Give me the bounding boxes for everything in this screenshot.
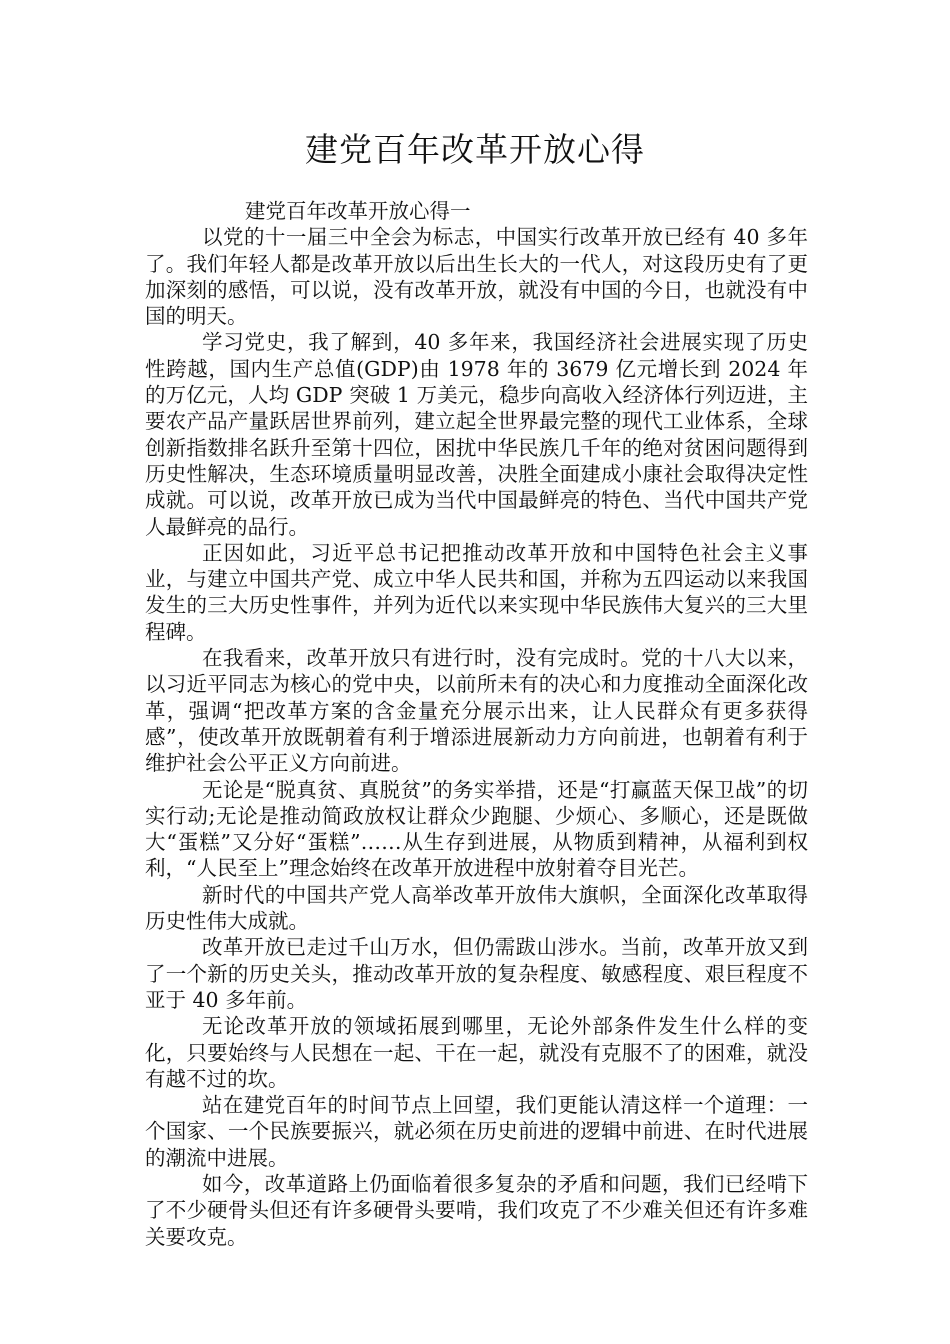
paragraph: 无论改革开放的领域拓展到哪里，无论外部条件发生什么样的变化，只要始终与人民想在一起、干在一起，就没有克服不了的困难，就没有越不过的坎。: [145, 1014, 808, 1091]
paragraph: 如今，改革道路上仍面临着很多复杂的矛盾和问题，我们已经啃下了不少硬骨头但还有许多硬骨头要啃，我们攻克了不少难关但还有许多难关要攻克。: [145, 1171, 808, 1249]
document-body: [145, 198, 808, 1250]
paragraph: 学习党史，我了解到，40 多年来，我国经济社会进展实现了历史性跨越，国内生产总值(GDP)由 1978 年的 3679 亿元增长到 2024 年的万亿元，人均 GDP 突破 1 万美元，稳步向高收入经济体行列迈进，主要农产品产量跃居世界前列，建立起全世界最完整的现代工业体系，全球创新指数排名跃升至第十四位，困扰中华民族几千年的绝对贫困问题得到历史性解决，生态环境质量明显改善，决胜全面建成小康社会取得决定性成就。可以说，改革开放已成为当代中国最鲜亮的特色、当代中国共产党人最鲜亮的品行。: [145, 330, 808, 539]
paragraph: 以党的十一届三中全会为标志，中国实行改革开放已经有 40 多年了。我们年轻人都是改革开放以后出生长大的一代人，对这段历史有了更加深刻的感悟，可以说，没有改革开放，就没有中国的今日，也就没有中国的明天。: [145, 225, 808, 329]
paragraph: 站在建党百年的时间节点上回望，我们更能认清这样一个道理：一个国家、一个民族要振兴，就必须在历史前进的逻辑中前进、在时代进展的潮流中进展。: [145, 1093, 808, 1170]
document-title: 建党百年改革开放心得: [305, 130, 645, 169]
section-subtitle: 建党百年改革开放心得一: [245, 199, 471, 223]
paragraph: 无论是“脱真贫、真脱贫”的务实举措，还是“打赢蓝天保卫战”的切实行动;无论是推动简政放权让群众少跑腿、少烦心、多顺心，还是既做大“蛋糕”又分好“蛋糕”……从生存到进展，从物质到精神，从福利到权利，“人民至上”理念始终在改革开放进程中放射着夺目光芒。: [145, 777, 808, 881]
paragraph: 新时代的中国共产党人高举改革开放伟大旗帜，全面深化改革取得历史性伟大成就。: [145, 882, 808, 934]
paragraph: 改革开放已走过千山万水，但仍需跋山涉水。当前，改革开放又到了一个新的历史关头，推动改革开放的复杂程度、敏感程度、艰巨程度不亚于 40 多年前。: [145, 935, 808, 1012]
paragraph: 在我看来，改革开放只有进行时，没有完成时。党的十八大以来，以习近平同志为核心的党中央，以前所未有的决心和力度推动全面深化改革，强调“把改革方案的含金量充分展示出来，让人民群众有更多获得感”，使改革开放既朝着有利于增添进展新动力方向前进，也朝着有利于维护社会公平正义方向前进。: [145, 646, 808, 776]
paragraph: 正因如此，习近平总书记把推动改革开放和中国特色社会主义事业，与建立中国共产党、成立中华人民共和国，并称为五四运动以来我国发生的三大历史性事件，并列为近代以来实现中华民族伟大复兴的三大里程碑。: [145, 540, 808, 644]
